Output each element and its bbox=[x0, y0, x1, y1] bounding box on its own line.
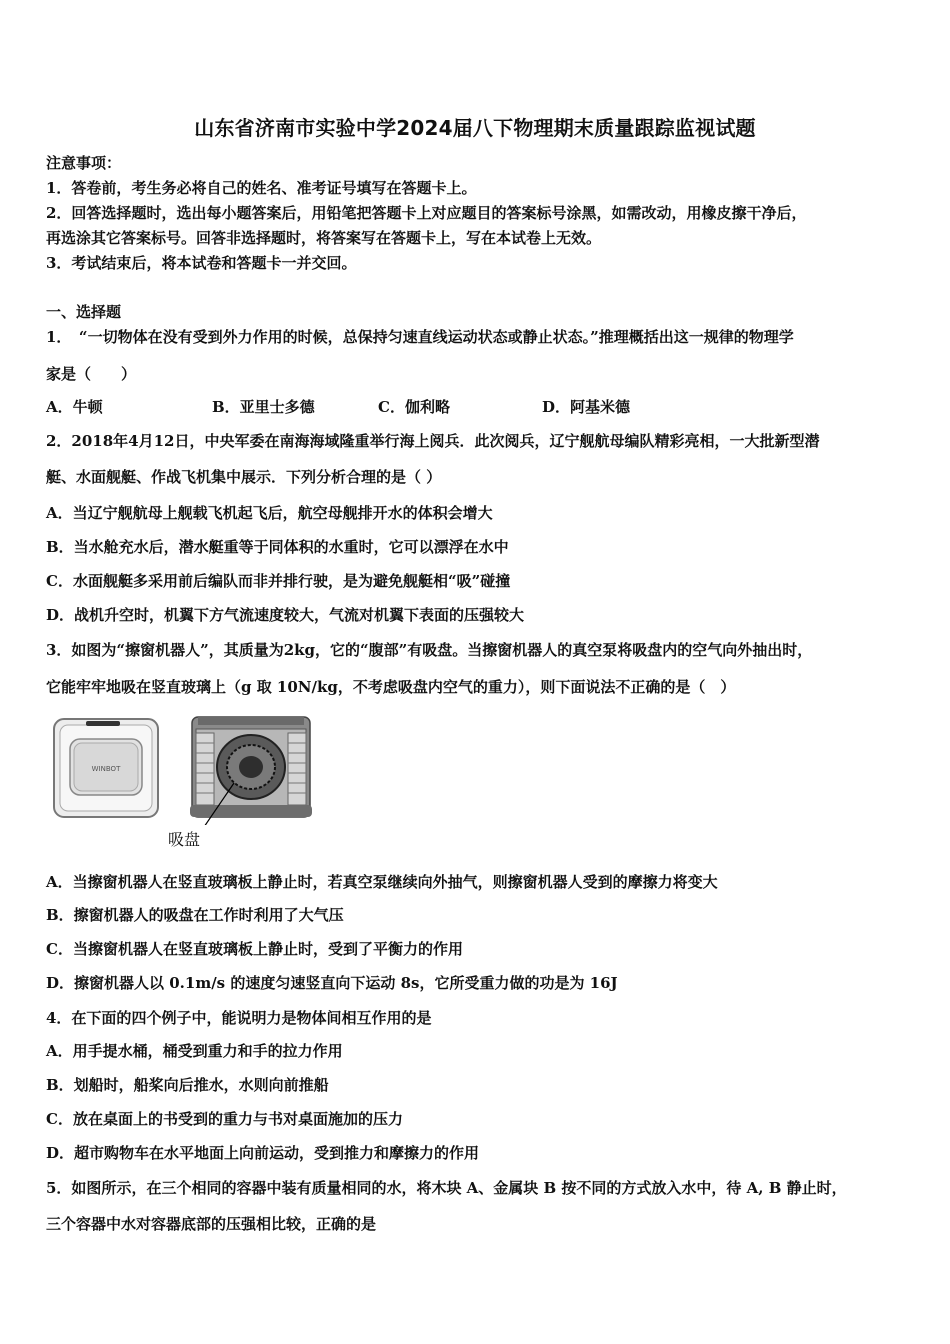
question-1-stem: 1． “一切物体在没有受到外力作用的时候，总保持匀速直线运动状态或静止状态。”推理概括出这一规律的物理学 bbox=[46, 328, 794, 346]
option-d: D．战机升空时，机翼下方气流速度较大，气流对机翼下表面的压强较大 bbox=[46, 606, 525, 624]
option-c: C．伽利略 bbox=[378, 398, 450, 416]
question-5-stem: 5．如图所示，在三个相同的容器中装有质量相同的水，将木块 A、金属块 B 按不同的方式放入水中，待 A, B 静止时， bbox=[46, 1179, 847, 1197]
window-robot-figure bbox=[50, 715, 320, 850]
question-3-stem-cont: 它能牢牢地吸在竖直玻璃上（g 取 10N/kg，不考虑吸盘内空气的重力），则下面说法不正确的是（ ） bbox=[46, 678, 736, 696]
question-2-stem-cont: 艇、水面舰艇、作战飞机集中展示．下列分析合理的是（ ） bbox=[46, 468, 442, 486]
notice-item: 1．答卷前，考生务必将自己的姓名、准考证号填写在答题卡上。 bbox=[46, 179, 477, 197]
option-b: B．亚里士多德 bbox=[212, 398, 315, 416]
question-4-stem: 4．在下面的四个例子中，能说明力是物体间相互作用的是 bbox=[46, 1009, 432, 1027]
option-a: A．用手提水桶，桶受到重力和手的拉力作用 bbox=[46, 1042, 343, 1060]
option-a: A．牛顿 bbox=[46, 398, 103, 416]
figure-caption: 吸盘 bbox=[168, 830, 201, 849]
question-1-stem-cont: 家是（ ） bbox=[46, 365, 137, 383]
option-a: A．当擦窗机器人在竖直玻璃板上静止时，若真空泵继续向外抽气，则擦窗机器人受到的摩擦力将变大 bbox=[46, 873, 718, 891]
option-d: D．阿基米德 bbox=[542, 398, 631, 416]
notice-item: 3．考试结束后，将本试卷和答题卡一并交回。 bbox=[46, 254, 357, 272]
option-a: A．当辽宁舰航母上舰载飞机起飞后，航空母舰排开水的体积会增大 bbox=[46, 504, 493, 522]
option-c: C．当擦窗机器人在竖直玻璃板上静止时，受到了平衡力的作用 bbox=[46, 940, 463, 958]
window-robot-illustration bbox=[50, 715, 320, 825]
option-d: D．擦窗机器人以 0.1m/s 的速度匀速竖直向下运动 8s，它所受重力做的功是为 16J bbox=[46, 974, 618, 992]
notice-heading: 注意事项： bbox=[46, 154, 122, 172]
notice-item: 再选涂其它答案标号。回答非选择题时，将答案写在答题卡上，写在本试卷上无效。 bbox=[46, 229, 602, 247]
option-b: B．当水舱充水后，潜水艇重等于同体积的水重时，它可以漂浮在水中 bbox=[46, 538, 509, 556]
option-d: D．超市购物车在水平地面上向前运动，受到推力和摩擦力的作用 bbox=[46, 1144, 480, 1162]
option-b: B．划船时，船桨向后推水，水则向前推船 bbox=[46, 1076, 329, 1094]
section-heading: 一、选择题 bbox=[46, 303, 122, 321]
option-c: C．水面舰艇多采用前后编队而非并排行驶，是为避免舰艇相“吸”碰撞 bbox=[46, 572, 511, 590]
brand-label: WINBOT bbox=[91, 765, 121, 773]
question-2-stem: 2．2018年4月12日，中央军委在南海海域隆重举行海上阅兵．此次阅兵，辽宁舰航母编队精彩亮相，一大批新型潜 bbox=[46, 432, 820, 450]
option-b: B．擦窗机器人的吸盘在工作时利用了大气压 bbox=[46, 906, 344, 924]
page-title: 山东省济南市实验中学2024届八下物理期末质量跟踪监视试题 bbox=[194, 116, 756, 140]
notice-item: 2．回答选择题时，选出每小题答案后，用铅笔把答题卡上对应题目的答案标号涂黑，如需改动，用橡皮擦干净后， bbox=[46, 204, 807, 222]
option-c: C．放在桌面上的书受到的重力与书对桌面施加的压力 bbox=[46, 1110, 403, 1128]
question-5-stem-cont: 三个容器中水对容器底部的压强相比较，正确的是 bbox=[46, 1215, 377, 1233]
question-3-stem: 3．如图为“擦窗机器人”，其质量为2kg，它的“腹部”有吸盘。当擦窗机器人的真空泵将吸盘内的空气向外抽出时， bbox=[46, 641, 813, 659]
